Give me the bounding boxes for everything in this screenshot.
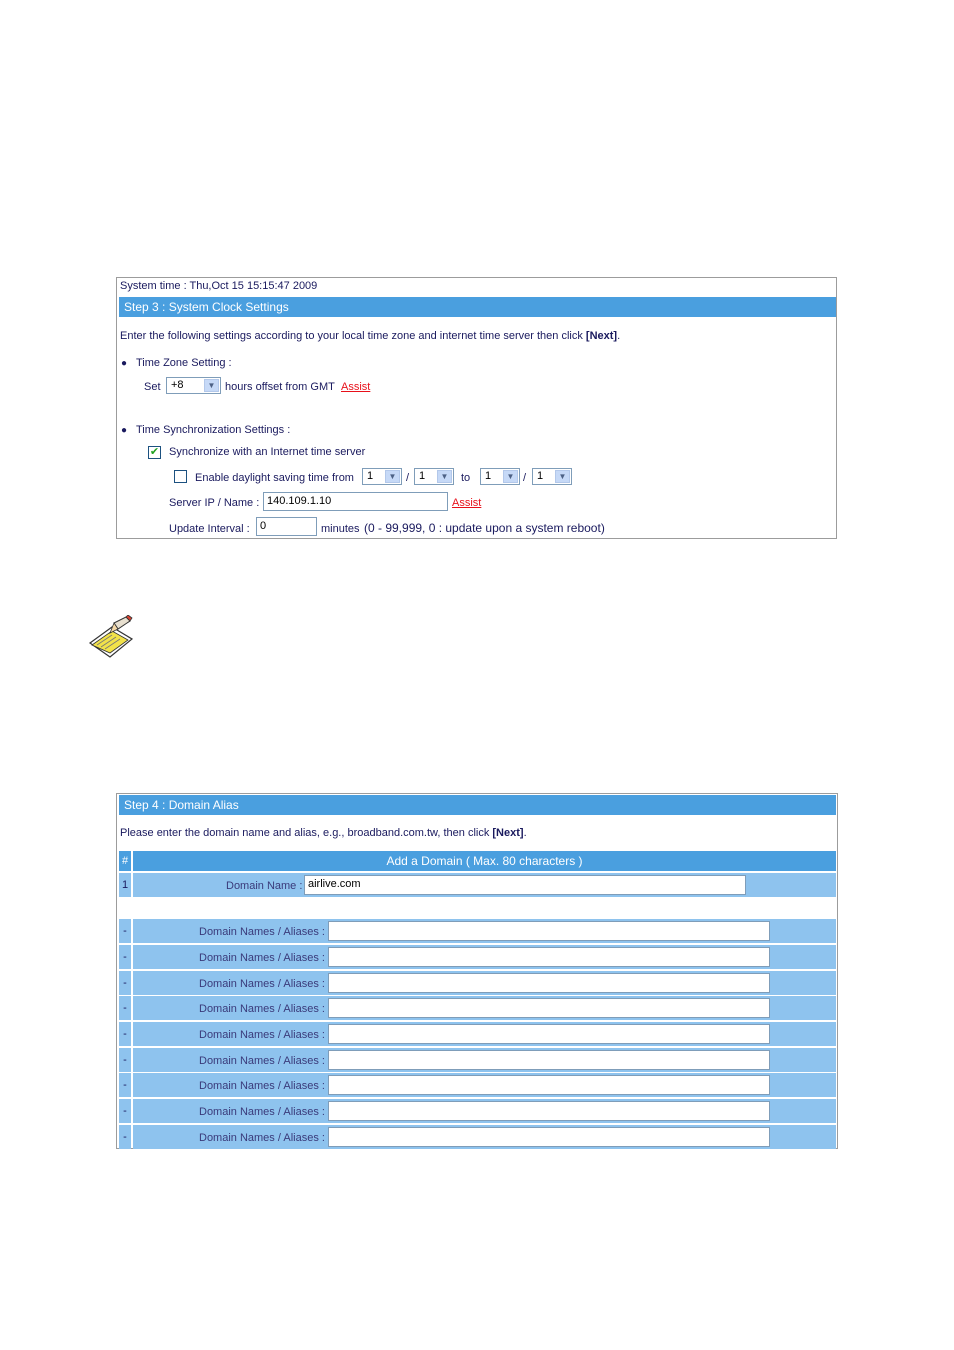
dst-checkbox[interactable] — [174, 470, 187, 483]
dst-checkbox-label: Enable daylight saving time from — [195, 472, 354, 484]
sync-checkbox[interactable] — [148, 446, 161, 459]
alias-input[interactable] — [328, 998, 770, 1018]
alias-input[interactable] — [328, 947, 770, 967]
set-label: Set — [144, 381, 161, 393]
step4-title-bar: Step 4 : Domain Alias — [119, 795, 836, 815]
step3-title-bar: Step 3 : System Clock Settings — [119, 297, 836, 317]
timezone-heading: Time Zone Setting : — [136, 357, 232, 369]
row-body — [133, 996, 836, 1020]
domain-name-label: Domain Name : — [226, 880, 303, 892]
alias-label: Domain Names / Aliases : — [199, 1080, 325, 1092]
alias-row — [119, 1073, 836, 1097]
step4-intro-next: [Next] — [492, 827, 524, 839]
dst-to-month-select[interactable] — [480, 468, 520, 485]
server-ip-input[interactable]: 140.109.1.10 — [263, 492, 448, 511]
dst-to-month-value: 1 — [485, 470, 492, 482]
alias-label: Domain Names / Aliases : — [199, 952, 325, 964]
interval-hint: (0 - 99,999, 0 : update upon a system reboot) — [364, 521, 605, 535]
alias-row — [119, 945, 836, 969]
server-assist-link[interactable]: Assist — [452, 497, 482, 509]
note-pencil-icon — [88, 615, 134, 659]
row-body — [133, 945, 836, 969]
alias-input[interactable] — [328, 973, 770, 993]
row-body — [133, 971, 836, 995]
alias-row — [119, 1125, 836, 1149]
domain-alias-panel — [116, 793, 838, 1149]
row-number: - — [119, 1073, 131, 1097]
alias-label: Domain Names / Aliases : — [199, 1055, 325, 1067]
dst-from-month-value: 1 — [367, 470, 374, 482]
row-body — [133, 919, 836, 943]
alias-row — [119, 1099, 836, 1123]
row-number: - — [119, 919, 131, 943]
step4-intro — [120, 827, 527, 839]
row-body — [133, 1073, 836, 1097]
date-slash: / — [523, 472, 527, 484]
domain-table-header — [119, 851, 836, 871]
date-slash: / — [406, 472, 410, 484]
interval-suffix: minutes — [321, 523, 360, 535]
chevron-down-icon: ▼ — [555, 470, 570, 483]
alias-input[interactable] — [328, 1127, 770, 1147]
step4-intro-end: . — [523, 827, 527, 839]
step4-intro-text: Please enter the domain name and alias, e.g., broadband.com.tw, then click — [120, 827, 493, 839]
timezone-offset-select[interactable] — [166, 377, 221, 394]
chevron-down-icon: ▼ — [385, 470, 400, 483]
row-number: - — [119, 945, 131, 969]
column-title-header: Add a Domain ( Max. 80 characters ) — [133, 851, 836, 871]
timezone-suffix: hours offset from GMT — [225, 381, 335, 393]
chevron-down-icon: ▼ — [503, 470, 518, 483]
dst-to-day-value: 1 — [537, 470, 544, 482]
domain-name-input[interactable]: airlive.com — [304, 875, 746, 895]
alias-label: Domain Names / Aliases : — [199, 1132, 325, 1144]
server-label: Server IP / Name : — [169, 497, 260, 509]
alias-label: Domain Names / Aliases : — [199, 1029, 325, 1041]
alias-input[interactable] — [328, 1075, 770, 1095]
dst-to-label: to — [461, 472, 471, 484]
alias-label: Domain Names / Aliases : — [199, 926, 325, 938]
alias-row — [119, 996, 836, 1020]
row-number: - — [119, 971, 131, 995]
system-time: System time : Thu,Oct 15 15:15:47 2009 — [120, 280, 318, 292]
update-interval-input[interactable]: 0 — [256, 517, 317, 536]
row-body — [133, 873, 836, 897]
system-clock-panel — [116, 277, 837, 539]
interval-label: Update Interval : — [169, 523, 250, 535]
dst-from-day-select[interactable] — [414, 468, 454, 485]
bullet-icon: ● — [121, 425, 128, 436]
row-number: - — [119, 996, 131, 1020]
domain-name-row — [119, 873, 836, 897]
column-number-header: # — [119, 851, 131, 871]
alias-row — [119, 971, 836, 995]
checkmark-icon: ✔ — [149, 446, 160, 458]
alias-input[interactable] — [328, 1024, 770, 1044]
alias-label: Domain Names / Aliases : — [199, 1003, 325, 1015]
row-number: 1 — [119, 873, 131, 897]
alias-row — [119, 919, 836, 943]
alias-label: Domain Names / Aliases : — [199, 1106, 325, 1118]
alias-input[interactable] — [328, 1050, 770, 1070]
step3-intro-end: . — [617, 330, 621, 342]
row-number: - — [119, 1022, 131, 1046]
alias-row — [119, 1022, 836, 1046]
dst-to-day-select[interactable] — [532, 468, 572, 485]
row-body — [133, 1099, 836, 1123]
row-body — [133, 1022, 836, 1046]
timezone-offset-value: +8 — [171, 379, 184, 391]
row-number: - — [119, 1125, 131, 1149]
step3-intro-text: Enter the following settings according to your local time zone and internet time server then click — [120, 330, 586, 342]
chevron-down-icon: ▼ — [437, 470, 452, 483]
timezone-assist-link[interactable]: Assist — [341, 381, 371, 393]
sync-heading: Time Synchronization Settings : — [136, 424, 291, 436]
row-number: - — [119, 1048, 131, 1072]
step3-intro-next: [Next] — [585, 330, 618, 342]
row-body — [133, 1125, 836, 1149]
alias-row — [119, 1048, 836, 1072]
row-body — [133, 1048, 836, 1072]
dst-from-month-select[interactable] — [362, 468, 402, 485]
bullet-icon: ● — [121, 358, 128, 369]
step3-intro — [120, 330, 620, 342]
dst-from-day-value: 1 — [419, 470, 426, 482]
row-number: - — [119, 1099, 131, 1123]
alias-input[interactable] — [328, 1101, 770, 1121]
sync-checkbox-label: Synchronize with an Internet time server — [169, 446, 366, 458]
alias-input[interactable] — [328, 921, 770, 941]
chevron-down-icon: ▼ — [204, 379, 219, 392]
alias-label: Domain Names / Aliases : — [199, 978, 325, 990]
